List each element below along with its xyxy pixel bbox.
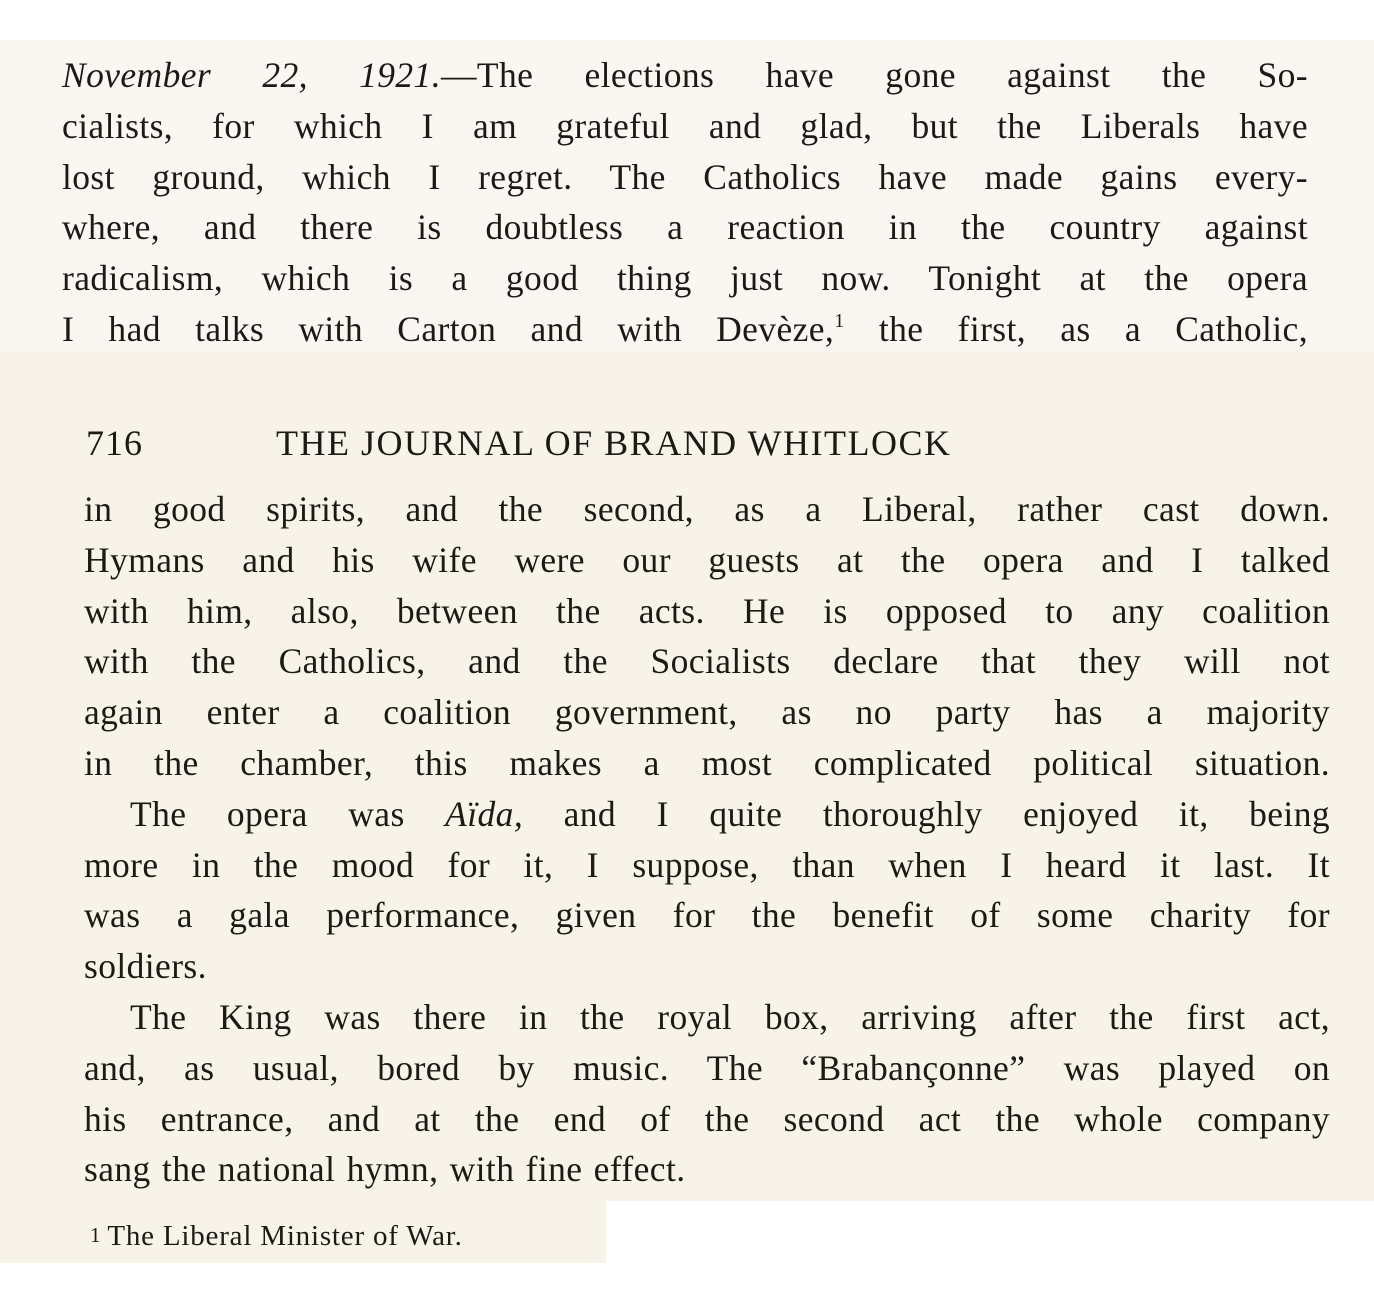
bottom-passage <box>84 484 1330 1195</box>
top-line-3: lost ground, which I regret. The Catholics have made gains every- <box>62 156 1308 197</box>
p3-line-1: The King was there in the royal box, arriving after the first act, <box>130 996 1330 1037</box>
p3-line-3: his entrance, and at the end of the second act the whole company <box>84 1098 1330 1139</box>
p2-line-1 <box>84 789 1330 840</box>
p2-line-3: was a gala performance, given for the benefit of some charity for <box>84 895 1330 936</box>
top-passage <box>62 50 1308 355</box>
footnote-reference: 1 <box>834 309 845 332</box>
p1-line-2: Hymans and his wife were our guests at the opera and I talked <box>84 539 1330 580</box>
opera-title: Aïda, <box>445 793 524 834</box>
top-line-6-b: the first, as a Catholic, <box>844 308 1308 349</box>
top-line-5: radicalism, which is a good thing just now. Tonight at the opera <box>62 258 1308 299</box>
p1-line-3: with him, also, between the acts. He is opposed to any coalition <box>84 590 1330 631</box>
p2-line-2: more in the mood for it, I suppose, than when I heard it last. It <box>84 844 1330 885</box>
p1-line-5: again enter a coalition government, as no party has a majority <box>84 692 1330 733</box>
p1-line-6: in the chamber, this makes a most complicated political situation. <box>84 742 1330 783</box>
running-head <box>86 418 1146 468</box>
p3-line-2: and, as usual, bored by music. The “Brabançonne” was played on <box>84 1047 1330 1088</box>
p2-line-4: soldiers. <box>84 946 207 987</box>
footnote-text: The Liberal Minister of War. <box>107 1220 463 1252</box>
p2-line-1-a: The opera was <box>130 793 446 834</box>
p1-line-1: in good spirits, and the second, as a Liberal, rather cast down. <box>84 489 1330 529</box>
footnote <box>90 1212 463 1259</box>
p2-line-1-b: and I quite thoroughly enjoyed it, being <box>523 793 1330 834</box>
top-line-2: cialists, for which I am grateful and glad, but the Liberals have <box>62 105 1308 146</box>
top-line-4: where, and there is doubtless a reaction in the country against <box>62 207 1308 248</box>
top-line-1 <box>62 50 1308 101</box>
top-line-6 <box>62 304 1308 355</box>
footnote-marker: 1 <box>90 1223 102 1247</box>
top-line-6-a: I had talks with Carton and with Devèze, <box>62 308 835 349</box>
p1-line-4: with the Catholics, and the Socialists declare that they will not <box>84 641 1330 682</box>
journal-title: THE JOURNAL OF BRAND WHITLOCK <box>276 423 952 463</box>
entry-date: November 22, 1921. <box>62 55 441 95</box>
p3-line-4: sang the national hymn, with fine effect. <box>84 1149 686 1190</box>
top-line-1-text: —The elections have gone against the So- <box>440 55 1308 95</box>
page-number: 716 <box>86 423 143 463</box>
